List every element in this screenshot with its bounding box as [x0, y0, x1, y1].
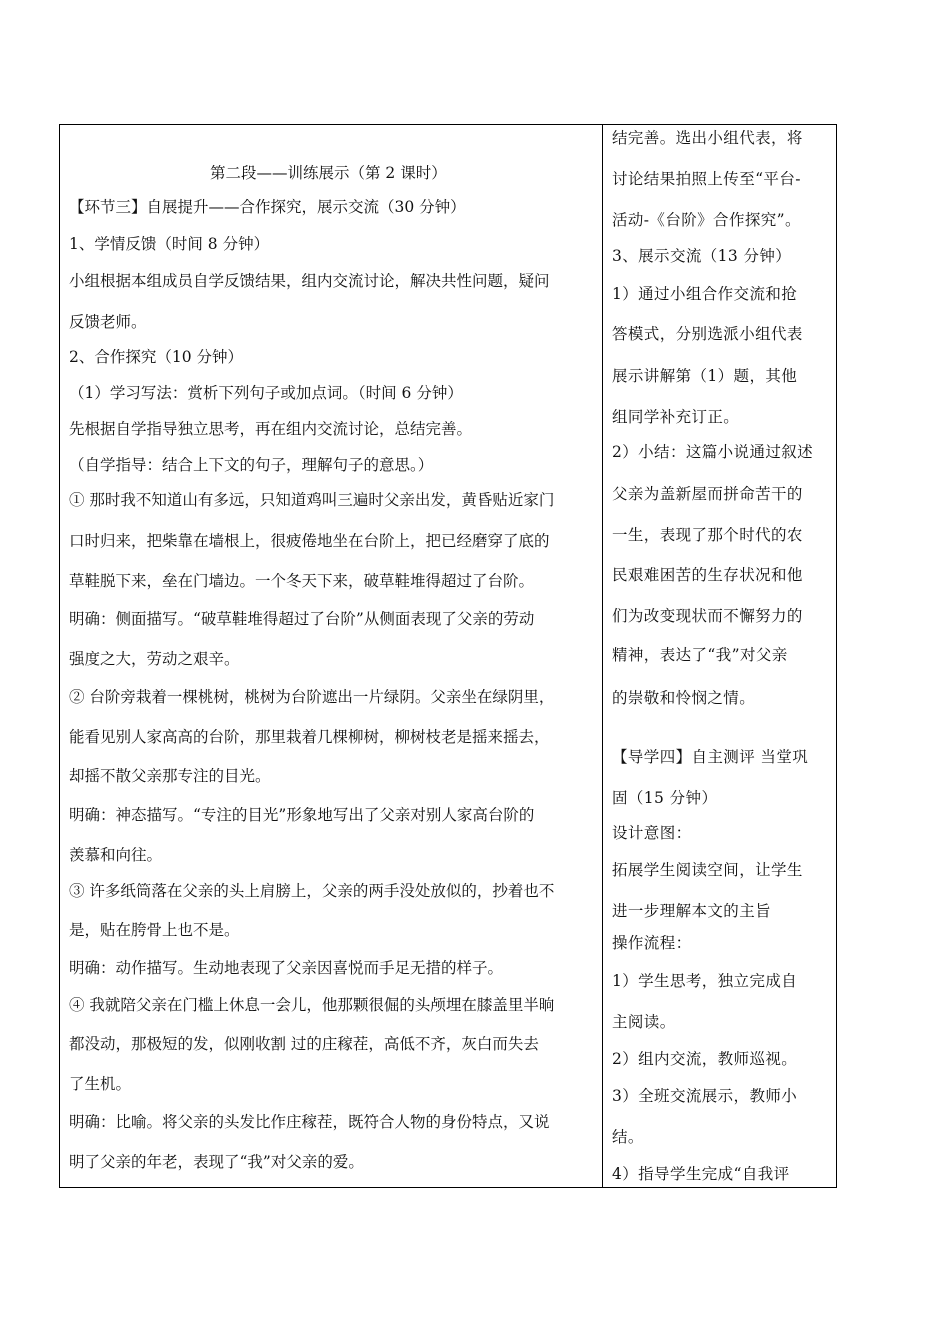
- text-line: 明了父亲的年老，表现了“我”对父亲的爱。: [69, 1153, 364, 1171]
- text-line: 明确：动作描写。生动地表现了父亲因喜悦而手足无措的样子。: [69, 959, 504, 977]
- text-line: 【环节三】自展提升——合作探究，展示交流（30 分钟）: [69, 198, 466, 216]
- text-line: 1、学情反馈（时间 8 分钟）: [69, 235, 270, 253]
- text-line: 能看见别人家高高的台阶，那里栽着几棵柳树，柳树枝老是摇来摇去，: [69, 728, 550, 746]
- text-line: 羡慕和向往。: [69, 846, 163, 864]
- text-line: 反馈老师。: [69, 313, 147, 331]
- text-line: 明确：比喻。将父亲的头发比作庄稼茬，既符合人物的身份特点，又说: [69, 1113, 550, 1131]
- lesson-plan-table: [59, 124, 837, 1188]
- text-line: 精神，表达了“我”对父亲: [612, 646, 788, 664]
- text-line: （1）学习写法：赏析下列句子或加点词。（时间 6 分钟）: [69, 384, 463, 402]
- text-line: ④ 我就陪父亲在门槛上休息一会儿，他那颗很倔的头颅埋在膝盖里半晌: [69, 996, 555, 1014]
- text-line: 4）指导学生完成“自我评: [612, 1165, 790, 1183]
- text-line: 拓展学生阅读空间，让学生: [612, 861, 803, 879]
- text-line: 小组根据本组成员自学反馈结果，组内交流讨论，解决共性问题，疑问: [69, 272, 550, 290]
- text-line: 明确：侧面描写。“破草鞋堆得超过了台阶”从侧面表现了父亲的劳动: [69, 610, 535, 628]
- text-line: ② 台阶旁栽着一棵桃树，桃树为台阶遮出一片绿阴。父亲坐在绿阴里，: [69, 688, 555, 706]
- text-line: 【导学四】自主测评 当堂巩: [612, 748, 809, 766]
- text-line: 结。: [612, 1128, 644, 1146]
- text-line: 是，贴在胯骨上也不是。: [69, 921, 240, 939]
- text-line: 讨论结果拍照上传至“平台-: [612, 170, 801, 188]
- text-line: 明确：神态描写。“专注的目光”形象地写出了父亲对别人家高台阶的: [69, 806, 535, 824]
- text-line: 展示讲解第（1）题，其他: [612, 367, 798, 385]
- text-line: 组同学补充订正。: [612, 408, 740, 426]
- text-line: 3、展示交流（13 分钟）: [612, 247, 792, 265]
- text-line: （自学指导：结合上下文的句子，理解句子的意思。）: [69, 456, 434, 474]
- text-line: 都没动，那极短的发，似刚收割 过的庄稼茬，高低不齐，灰白而失去: [69, 1035, 539, 1053]
- text-line: 3）全班交流展示，教师小: [612, 1087, 798, 1105]
- text-line: 活动-《台阶》合作探究”。: [612, 211, 801, 229]
- text-line: 2）小结：这篇小说通过叙述: [612, 443, 814, 461]
- text-line: 2、合作探究（10 分钟）: [69, 348, 244, 366]
- section-title: 第二段——训练展示（第 2 课时）: [210, 164, 447, 182]
- text-line: 1）通过小组合作交流和抢: [612, 285, 798, 303]
- text-line: 民艰难困苦的生存状况和他: [612, 566, 803, 584]
- text-line: 先根据自学指导独立思考，再在组内交流讨论，总结完善。: [69, 420, 473, 438]
- text-line: ① 那时我不知道山有多远，只知道鸡叫三遍时父亲出发，黄昏贴近家门: [69, 491, 555, 509]
- column-divider: [602, 125, 603, 1187]
- text-line: 进一步理解本文的主旨: [612, 902, 772, 920]
- text-line: 一生，表现了那个时代的农: [612, 526, 803, 544]
- text-line: 1）学生思考，独立完成自: [612, 972, 798, 990]
- text-line: 主阅读。: [612, 1013, 676, 1031]
- text-line: 结完善。选出小组代表，将: [612, 129, 803, 147]
- text-line: 固（15 分钟）: [612, 789, 718, 807]
- text-line: 答模式，分别选派小组代表: [612, 325, 803, 343]
- text-line: 父亲为盖新屋而拼命苦干的: [612, 485, 803, 503]
- text-line: 草鞋脱下来，垒在门墙边。一个冬天下来，破草鞋堆得超过了台阶。: [69, 572, 535, 590]
- text-line: ③ 许多纸筒落在父亲的头上肩膀上，父亲的两手没处放似的，抄着也不: [69, 882, 555, 900]
- text-line: 操作流程：: [612, 934, 692, 952]
- text-line: 口时归来，把柴靠在墙根上，很疲倦地坐在台阶上，把已经磨穿了底的: [69, 532, 550, 550]
- text-line: 强度之大，劳动之艰辛。: [69, 650, 240, 668]
- text-line: 设计意图：: [612, 824, 692, 842]
- text-line: 们为改变现状而不懈努力的: [612, 607, 803, 625]
- text-line: 的崇敬和怜悯之情。: [612, 689, 756, 707]
- text-line: 2）组内交流，教师巡视。: [612, 1050, 798, 1068]
- text-line: 了生机。: [69, 1075, 132, 1093]
- text-line: 却摇不散父亲那专注的目光。: [69, 767, 271, 785]
